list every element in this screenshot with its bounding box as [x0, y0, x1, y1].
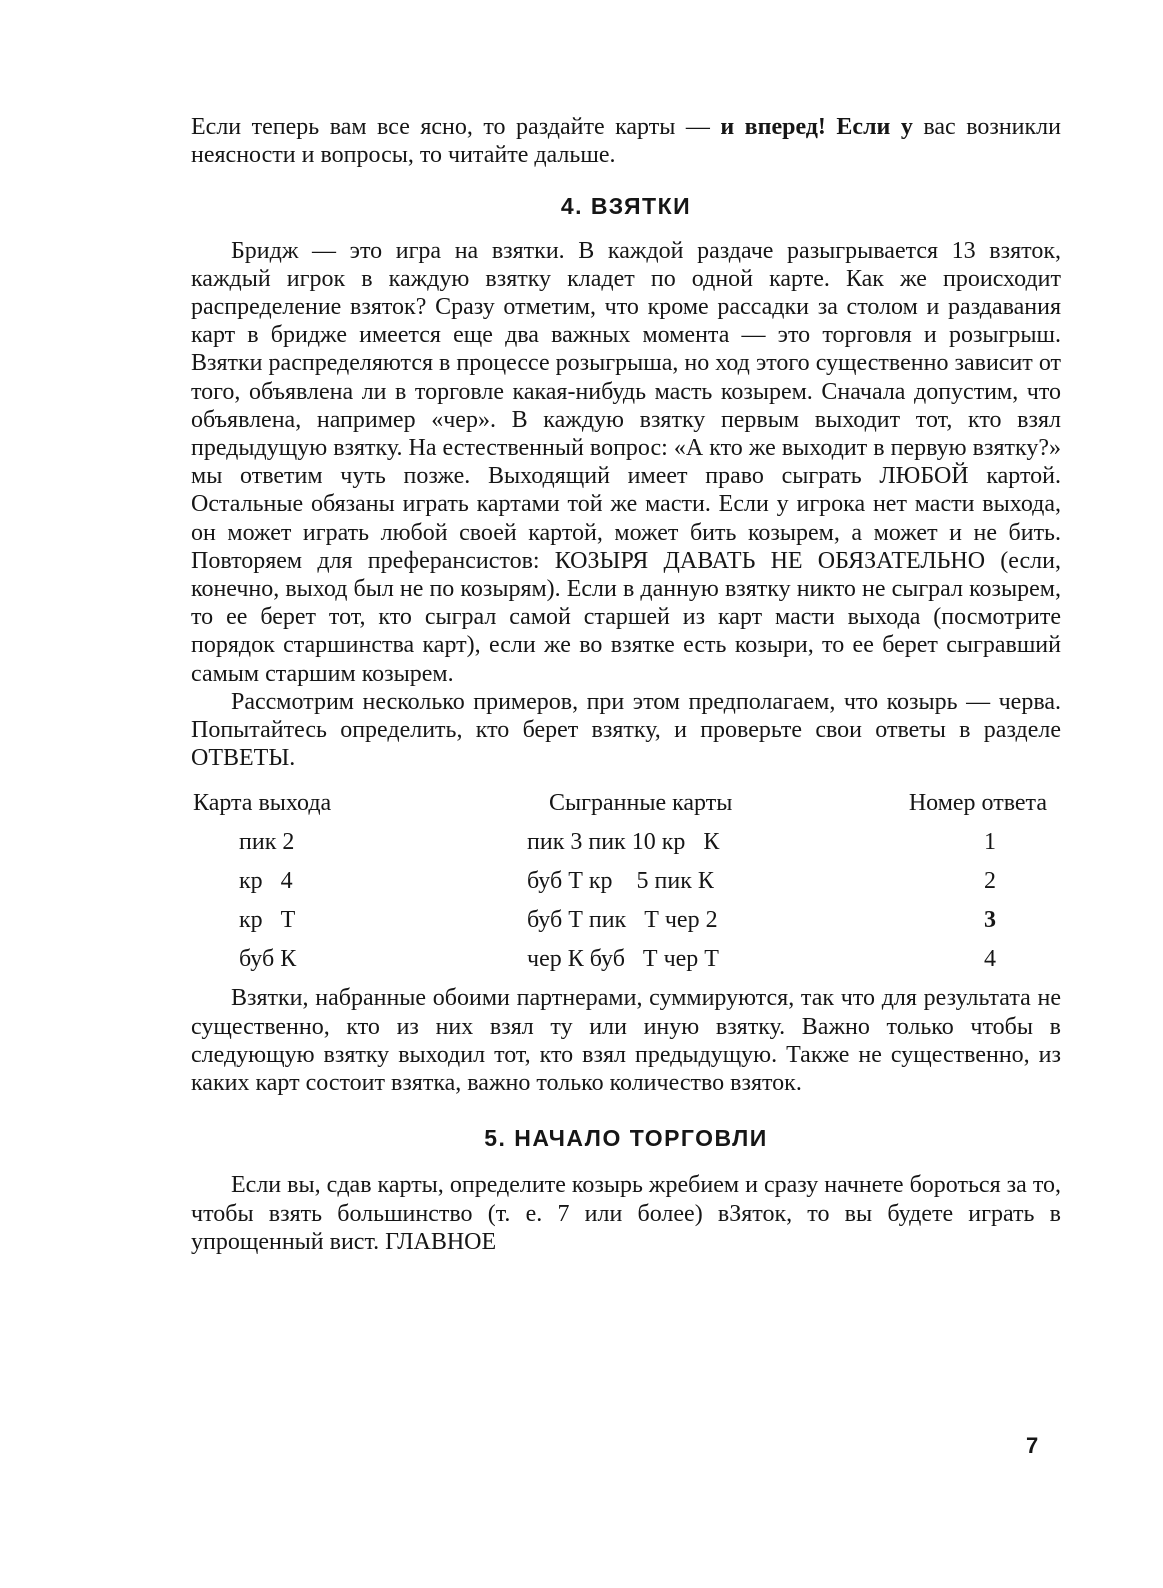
section-4-paragraph-1: Бридж — это игра на взятки. В каждой раздаче разыгрывается 13 взяток, каждый игрок в каждую взятку кладет по одной карте. Как же происходит распределение взяток? Сразу отметим, что кроме рассадки за столом и раздавания карт в бридже имеется еще два важных момента — это торговля и розыгрыш. Взятки распределяются в процессе розыгрыша, но ход этого существенно зависит от того, объявлена ли в торговле какая-нибудь масть козырем. Сначала допустим, что объявлена, например «чер». В каждую взятку первым выходит тот, кто взял предыдущую взятку. На естественный вопрос: «А кто же выходит в первую взятку?» мы ответим чуть позже. Выходящий имеет право сыграть ЛЮБОЙ картой. Остальные обязаны играть картами той же масти. Если у игрока нет масти выхода, он может играть любой своей картой, может бить козырем, а может и не бить. Повторяем для преферансистов: КОЗЫРЯ ДАВАТЬ НЕ ОБЯЗАТЕЛЬНО (если, конечно, выход был не по козырям). Если в данную взятку никто не сыграл козырем, то ее берет тот, кто сыграл самой старшей из карт масти выхода (посмотрите порядок старшинства карт), если же во взятке есть козыри, то ее берет сыгравший самым старшим козырем.: [191, 237, 1061, 687]
played-cards-cell: буб Т пик Т чер 2: [527, 906, 718, 933]
answer-number-cell: 4: [984, 945, 996, 972]
answer-number-cell: 1: [984, 828, 996, 855]
intro-text: Если теперь вам все ясно, то раздайте карты —: [191, 114, 721, 140]
examples-table-header: [191, 784, 1061, 822]
section-5-paragraph-1: Если вы, сдав карты, определите козырь жребием и сразу начнете бороться за то, чтобы взять большинство (т. е. 7 или более) вЗяток, то вы будете играть в упрощенный вист. ГЛАВНОЕ: [191, 1172, 1061, 1255]
header-lead-card: Карта выхода: [193, 790, 332, 817]
lead-card-cell: пик 2: [239, 828, 295, 855]
answer-number-cell: 2: [984, 867, 996, 894]
played-cards-cell: пик 3 пик 10 кр К: [527, 828, 720, 855]
intro-text-end: вас возникли неясности и вопросы, то читайте дальше.: [191, 114, 1062, 169]
intro-bold-text: и вперед! Если у: [720, 114, 913, 140]
section-4-paragraph-2: Рассмотрим несколько примеров, при этом предполагаем, что козырь — черва. Попытайтесь определить, кто берет взятку, и проверьте свои ответы в разделе ОТВЕТЫ.: [191, 688, 1061, 772]
section-5-title: 5. НАЧАЛО ТОРГОВЛИ: [484, 1125, 768, 1152]
played-cards-cell: чер К буб Т чер Т: [527, 945, 719, 972]
text-column: [191, 113, 1061, 1256]
header-played-cards: Сыгранные карты: [549, 790, 733, 817]
examples-table: [191, 784, 1061, 978]
lead-card-cell: кр Т: [239, 906, 296, 933]
played-cards-cell: буб Т кр 5 пик К: [527, 867, 714, 894]
table-row: [191, 822, 1061, 861]
header-answer-number: Номер ответа: [908, 790, 1047, 817]
lead-card-cell: кр 4: [239, 867, 293, 894]
table-row: [191, 861, 1061, 900]
page-number: 7: [1026, 1433, 1039, 1458]
lead-card-cell: буб К: [239, 945, 297, 972]
intro-paragraph: [191, 113, 1061, 169]
table-row: [191, 900, 1061, 939]
answer-number-cell: 3: [984, 906, 996, 933]
section-4-paragraph-3: Взятки, набранные обоими партнерами, суммируются, так что для результата не существенно, кто из них взял ту или иную взятку. Важно только чтобы в следующую взятку выходил тот, кто взял предыдущую. Также не существенно, из каких карт состоит взятка, важно только количество взяток.: [191, 985, 1061, 1097]
table-row: [191, 939, 1061, 978]
section-4-title: 4. ВЗЯТКИ: [560, 193, 692, 220]
